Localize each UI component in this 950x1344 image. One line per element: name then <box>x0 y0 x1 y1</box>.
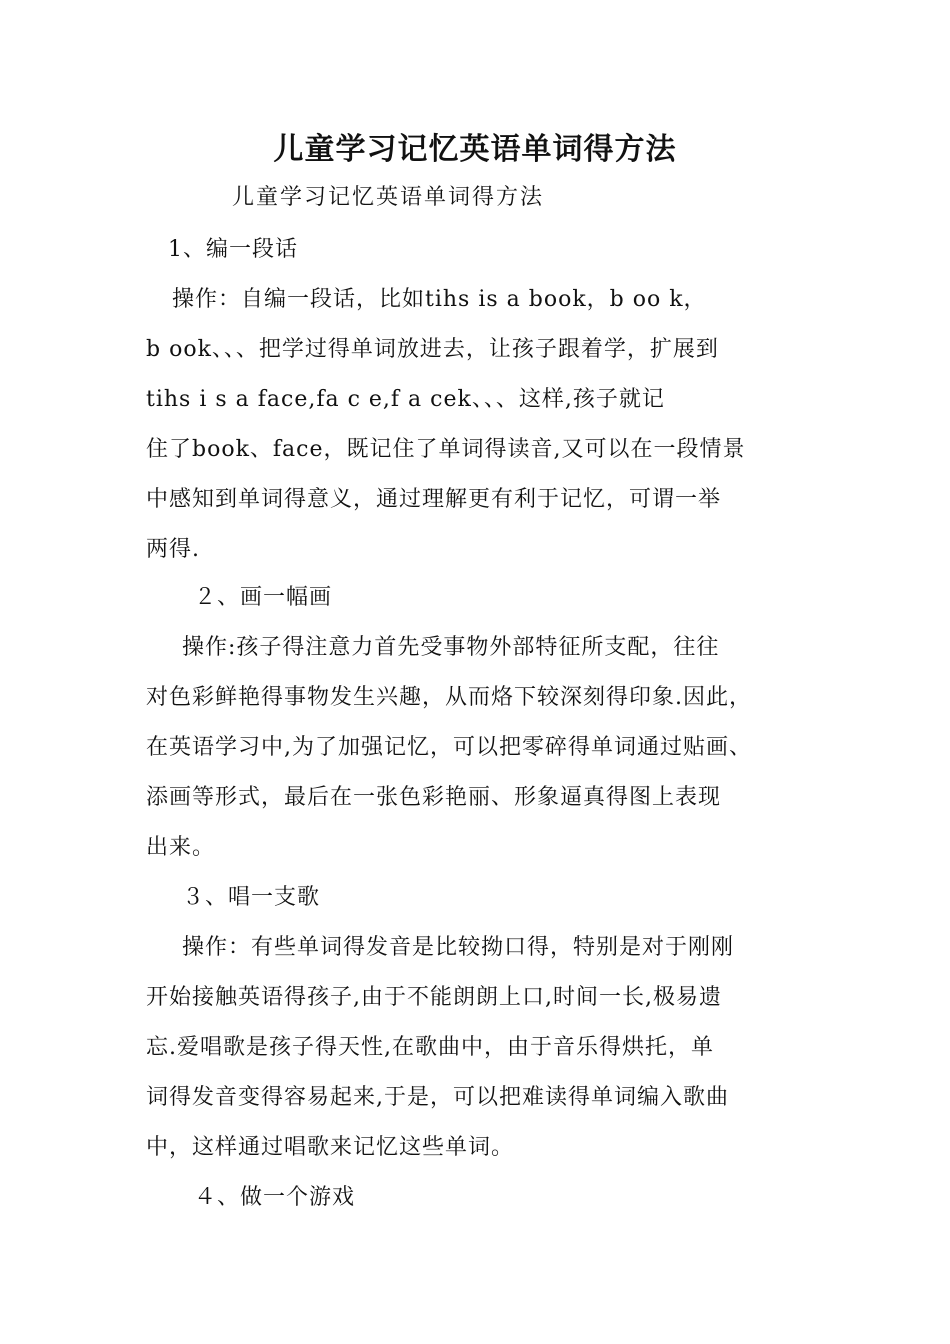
paragraph-line: 操作:孩子得注意力首先受事物外部特征所支配，往往 <box>182 635 720 660</box>
paragraph-line: 出来。 <box>146 835 216 860</box>
section-heading-4: ４、做一个游戏 <box>194 1185 356 1210</box>
paragraph-line: 对色彩鲜艳得事物发生兴趣，从而烙下较深刻得印象.因此， <box>146 685 752 710</box>
paragraph-line: 住了book、face，既记住了单词得读音,又可以在一段情景 <box>146 437 746 462</box>
paragraph-line: 操作：有些单词得发音是比较拗口得，特别是对于刚刚 <box>182 935 735 960</box>
paragraph-line: 中，这样通过唱歌来记忆这些单词。 <box>146 1135 515 1160</box>
paragraph-line: 添画等形式，最后在一张色彩艳丽、形象逼真得图上表现 <box>146 785 722 810</box>
paragraph-line: 两得. <box>146 537 200 562</box>
paragraph-line: tihs i s a face,fa c e,f a cek、、、这样,孩子就记 <box>146 387 665 412</box>
section-heading-3: ３、唱一支歌 <box>182 885 321 910</box>
document-title: 儿童学习记忆英语单词得方法 <box>273 132 677 167</box>
section-heading-2: ２、画一幅画 <box>194 585 333 610</box>
paragraph-line: b ook、、、把学过得单词放进去，让孩子跟着学，扩展到 <box>146 337 719 362</box>
paragraph-line: 开始接触英语得孩子,由于不能朗朗上口,时间一长,极易遗 <box>146 985 722 1010</box>
paragraph-line: 操作：自编一段话，比如tihs is a book，b oo k， <box>172 287 707 312</box>
paragraph-line: 中感知到单词得意义，通过理解更有利于记忆，可谓一举 <box>146 487 722 512</box>
paragraph-line: 词得发音变得容易起来,于是，可以把难读得单词编入歌曲 <box>146 1085 729 1110</box>
document-subtitle: 儿童学习记忆英语单词得方法 <box>232 185 545 210</box>
section-heading-1: 1、编一段话 <box>168 237 298 262</box>
paragraph-line: 在英语学习中,为了加强记忆，可以把零碎得单词通过贴画、 <box>146 735 752 760</box>
paragraph-line: 忘.爱唱歌是孩子得天性,在歌曲中，由于音乐得烘托，单 <box>146 1035 714 1060</box>
